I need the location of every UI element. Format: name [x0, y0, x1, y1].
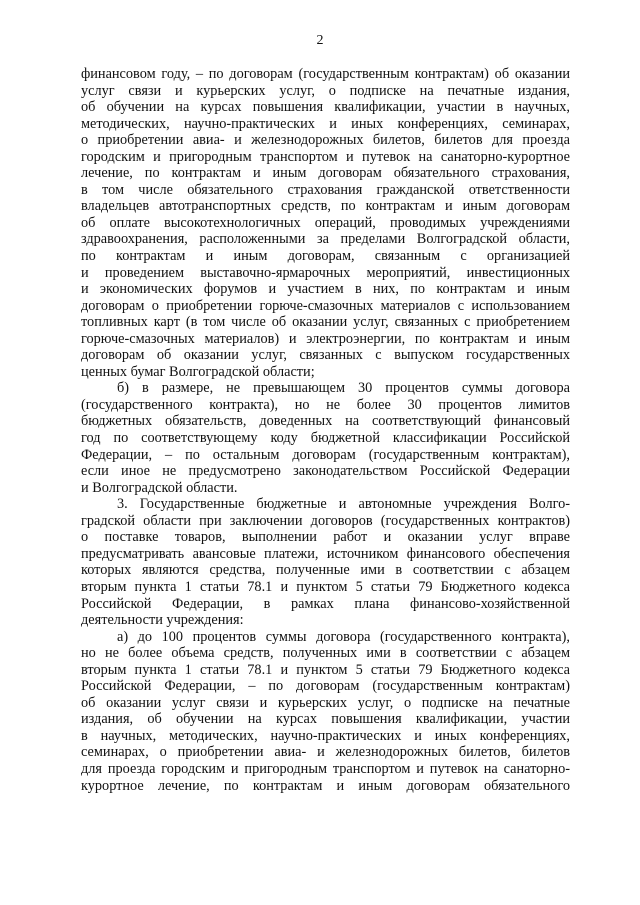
text-line: методических, научно-практических и иных конференциях, семинарах,: [81, 115, 570, 132]
text-line: если иное не предусмотрено законодательством Российской Федерации: [81, 463, 570, 480]
text-line: предусматривать авансовые платежи, источником финансового обеспечения: [81, 545, 570, 562]
text-line: здравоохранения, расположенными за пределами Волгоградской области,: [81, 231, 570, 248]
text-line: горюче-смазочных материалов) и электроэнергии, по контрактам и иным: [81, 330, 570, 347]
text-line: б) в размере, не превышающем 30 процентов суммы договора: [117, 380, 570, 397]
text-line: Федерации, – по остальным договорам (государственным контрактам),: [81, 446, 570, 463]
text-line: градской области при заключении договоров (государственных контрактов): [81, 512, 570, 529]
text-line: Российской Федерации, в рамках плана финансово-хозяйственной: [81, 595, 570, 612]
text-line: ценных бумаг Волгоградской области;: [81, 363, 315, 380]
text-line: и Волгоградской области.: [81, 479, 238, 496]
text-line: топливных карт (в том числе об оказании услуг, связанных с приобретением: [81, 314, 570, 331]
text-line: но не более объема средств, полученных ими в соответствии с абзацем: [81, 645, 570, 662]
text-line: (государственного контракта), но не более 30 процентов лимитов: [81, 396, 570, 413]
text-line: об обучении на курсах повышения квалификации, участии в научных,: [81, 99, 570, 116]
text-line: и экономических форумов и участием в них, по контрактам и иным: [81, 281, 570, 298]
text-line: вторым пункта 1 статьи 78.1 и пунктом 5 статьи 79 Бюджетного кодекса: [81, 661, 570, 678]
text-line: Российской Федерации, – по договорам (государственным контрактам): [81, 678, 570, 695]
text-line: курортное лечение, по контрактам и иным договорам обязательного: [81, 777, 570, 794]
text-line: а) до 100 процентов суммы договора (государственного контракта),: [117, 628, 570, 645]
text-line: деятельности учреждения:: [81, 612, 244, 629]
text-line: о поставке товаров, выполнении работ и оказании услуг вправе: [81, 529, 570, 546]
text-line: лечение, по контрактам и иным договорам обязательного страхования,: [81, 165, 570, 182]
text-line: о приобретении авиа- и железнодорожных билетов, билетов для проезда: [81, 132, 570, 149]
text-line: для проезда городским и пригородным транспортом и путевок на санаторно-: [81, 760, 570, 777]
text-line: владельцев автотранспортных средств, по контрактам и иным договорам: [81, 198, 570, 215]
text-line: договорам об оказании услуг, связанных с выпуском государственных: [81, 347, 570, 364]
text-line: в научных, методических, научно-практических и иных конференциях,: [81, 727, 570, 744]
page-number: 2: [316, 33, 324, 48]
text-line: городским и пригородным транспортом и путевок на санаторно-курортное: [81, 148, 570, 165]
text-line: издания, об обучении на курсах повышения квалификации, участии: [81, 711, 570, 728]
text-line: и проведением выставочно-ярмарочных мероприятий, инвестиционных: [81, 264, 570, 281]
text-line: вторым пункта 1 статьи 78.1 и пунктом 5 статьи 79 Бюджетного кодекса: [81, 578, 570, 595]
text-line: год по соответствующему коду бюджетной классификации Российской: [81, 430, 570, 447]
text-line: об оплате высокотехнологичных операций, проводимых учреждениями: [81, 214, 570, 231]
document-body: [81, 66, 570, 794]
text-line: об оказании услуг связи и курьерских услуг, о подписке на печатные: [81, 694, 570, 711]
text-line: 3. Государственные бюджетные и автономные учреждения Волго-: [117, 496, 570, 513]
text-line: бюджетных обязательств, доведенных на соответствующий финансовый: [81, 413, 570, 430]
text-line: семинарах, о приобретении авиа- и железнодорожных билетов, билетов: [81, 744, 570, 761]
text-line: в том числе обязательного страхования гражданской ответственности: [81, 181, 570, 198]
text-line: финансовом году, – по договорам (государственным контрактам) об оказании: [81, 66, 570, 82]
text-line: услуг связи и курьерских услуг, о подписке на печатные издания,: [81, 82, 570, 99]
text-line: которых являются средства, полученные ими в соответствии с абзацем: [81, 562, 570, 579]
text-line: по контрактам и иным договорам, связанным с организацией: [81, 248, 570, 265]
text-line: договорам о приобретении горюче-смазочных материалов с использованием: [81, 297, 570, 314]
